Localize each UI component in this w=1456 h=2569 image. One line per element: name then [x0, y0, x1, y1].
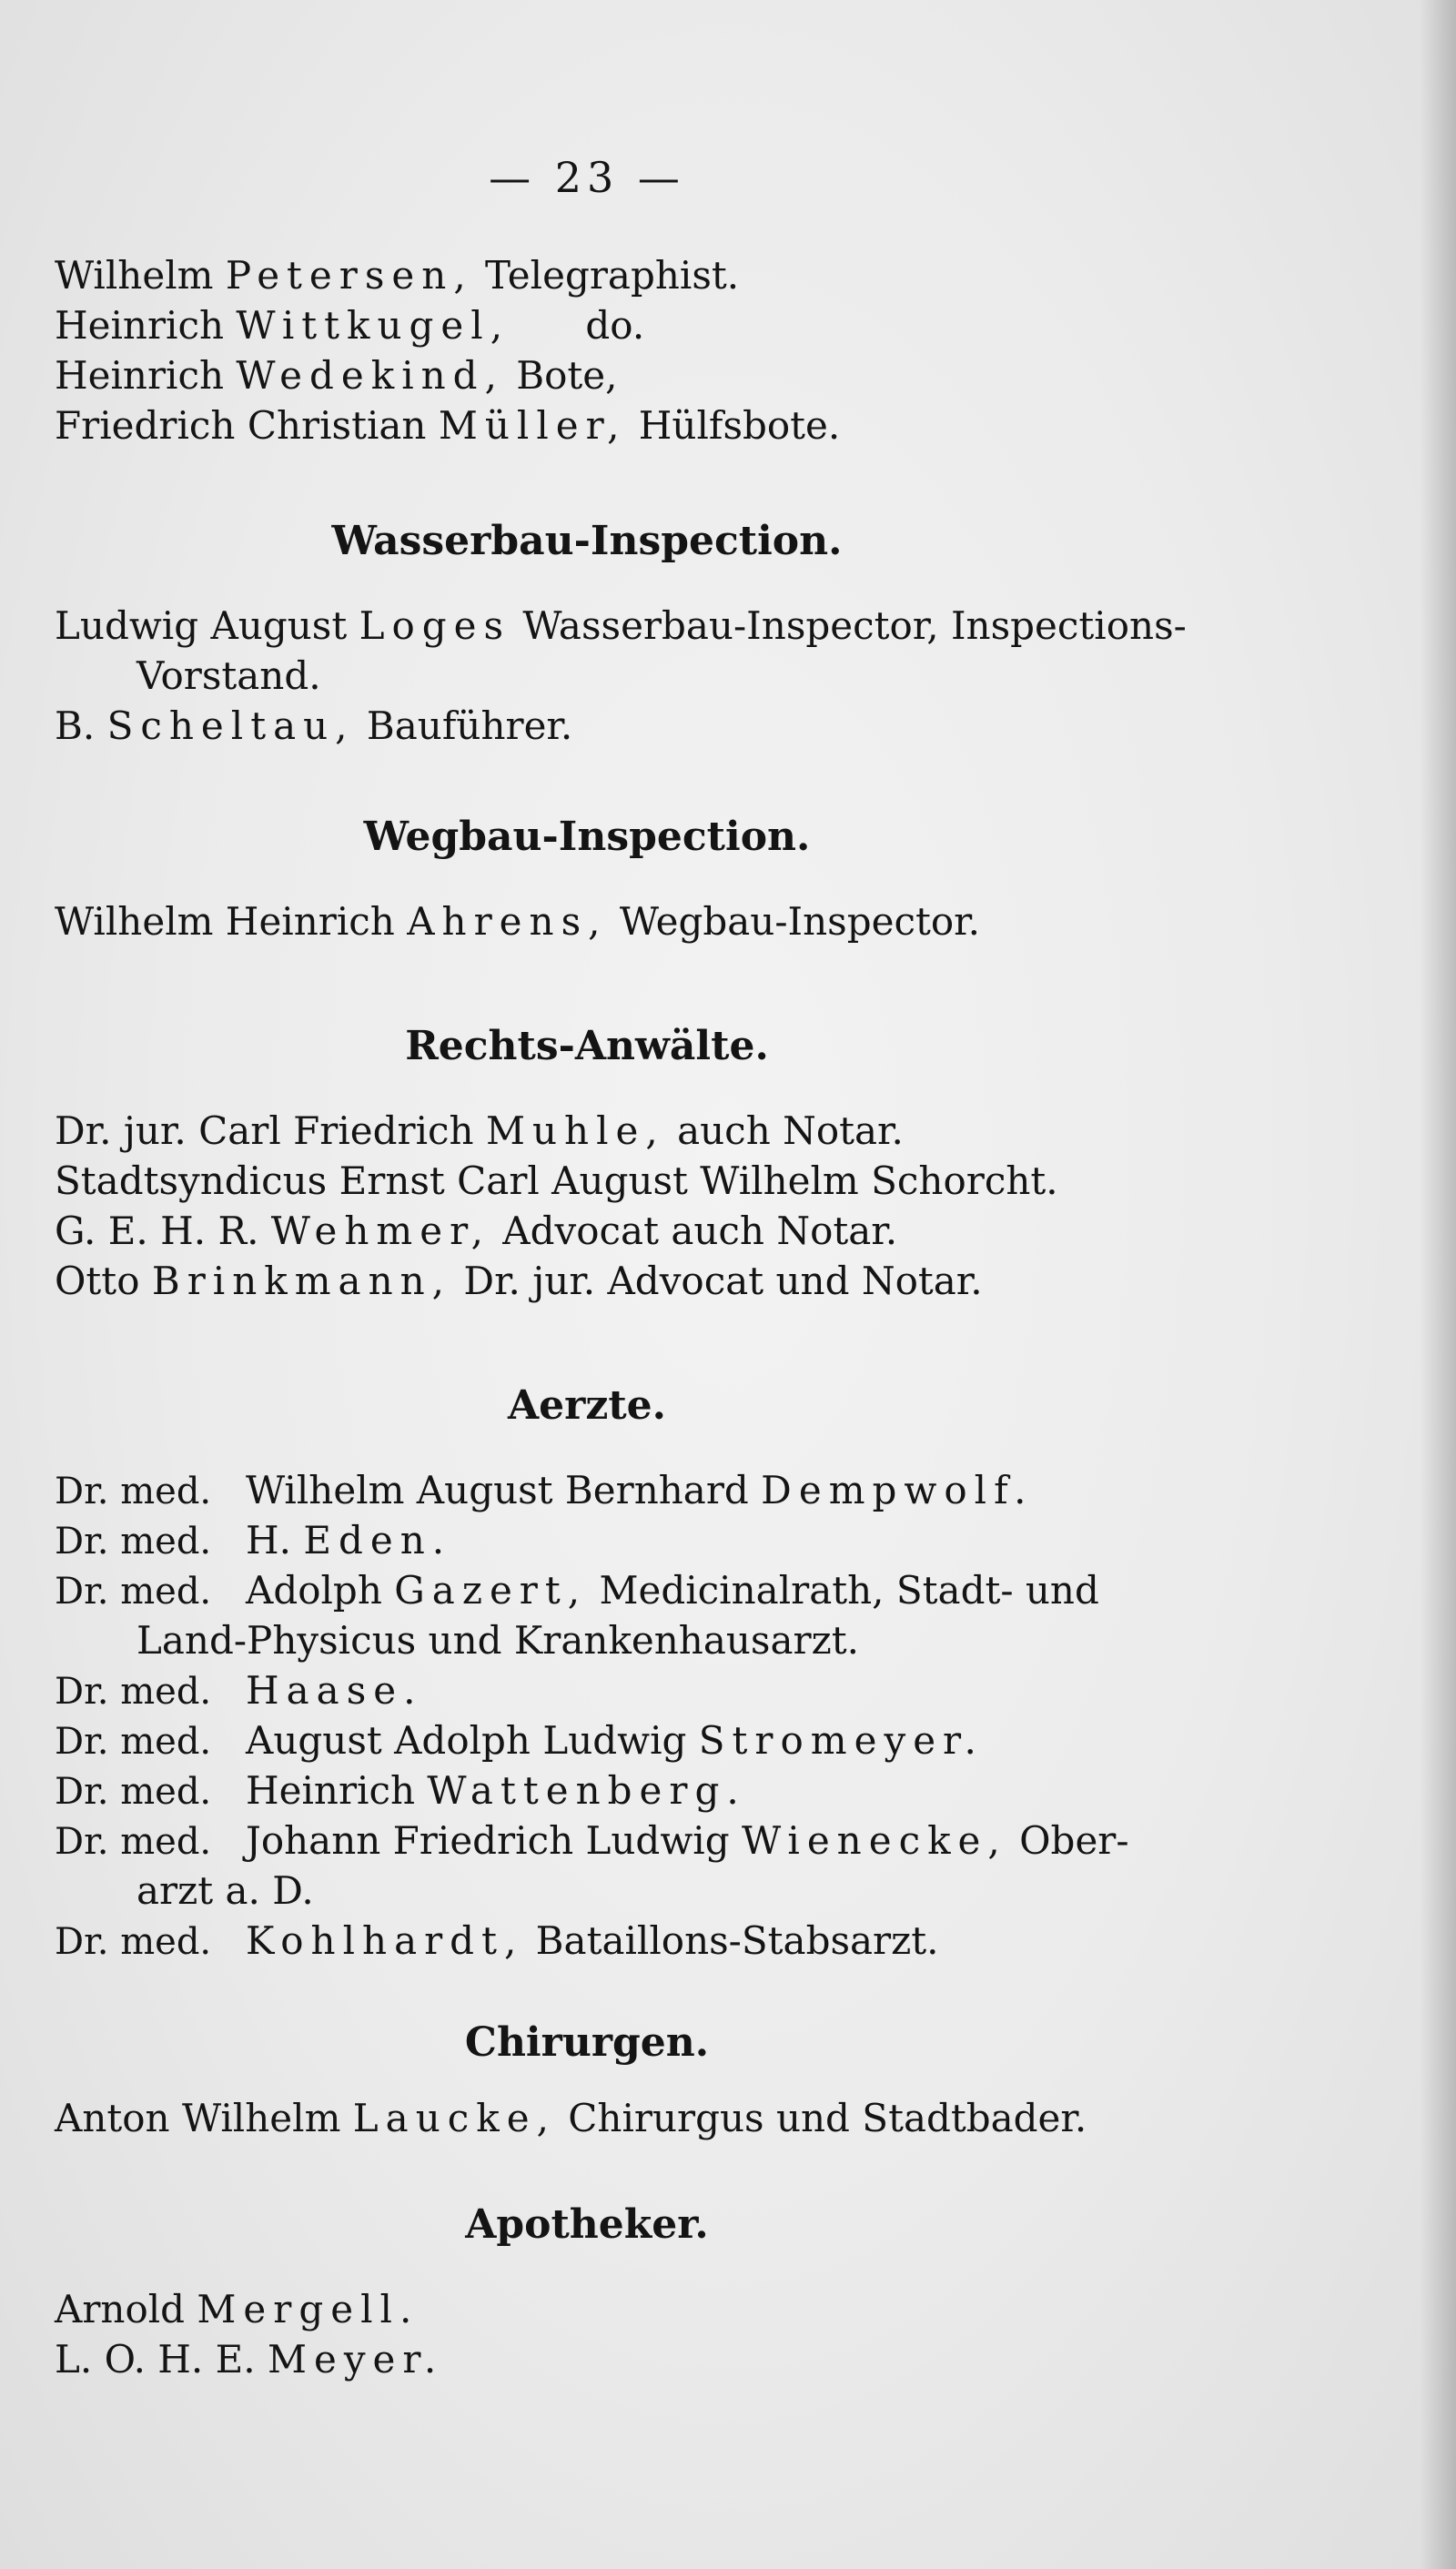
page-number: — 23 — — [489, 153, 685, 202]
entry-line-continued: arzt a. D. — [136, 1868, 314, 1913]
entry-line: Dr. med. Kohlhardt, Bataillons-Stabsarzt. — [55, 1918, 939, 1963]
section-heading-wegbau: Wegbau-Inspection. — [363, 814, 811, 860]
entry-line: Heinrich Wittkugel, do. — [55, 303, 645, 348]
entry-line: Ludwig August Loges Wasserbau-Inspector, Inspections- — [55, 603, 1187, 648]
entry-line: Dr. jur. Carl Friedrich Muhle, auch Notar. — [55, 1108, 904, 1153]
entry-line: Dr. med. August Adolph Ludwig Stromeyer. — [55, 1718, 984, 1763]
entry-line: Heinrich Wedekind, Bote, — [55, 353, 618, 398]
section-heading-wasserbau: Wasserbau-Inspection. — [331, 518, 843, 564]
entry-line-continued: Land-Physicus und Krankenhausarzt. — [136, 1618, 859, 1663]
entry-line-continued: Vorstand. — [136, 653, 321, 698]
entry-line: Arnold Mergell. — [55, 2287, 420, 2331]
entry-line: Anton Wilhelm Laucke, Chirurgus und Stadtbader. — [55, 2096, 1087, 2140]
entry-line: Otto Brinkmann, Dr. jur. Advocat und Notar. — [55, 1259, 983, 1303]
entry-line: G. E. H. R. Wehmer, Advocat auch Notar. — [55, 1209, 898, 1253]
entry-line: Dr. med. Wilhelm August Bernhard Dempwolf. — [55, 1468, 1034, 1512]
entry-line: Dr. med. Haase. — [55, 1668, 423, 1713]
entry-line: B. Scheltau, Bauführer. — [55, 703, 573, 748]
entry-line: Dr. med. Adolph Gazert, Medicinalrath, Stadt- und — [55, 1568, 1099, 1613]
entry-line: L. O. H. E. Meyer. — [55, 2337, 444, 2382]
entry-line: Dr. med. H. Eden. — [55, 1518, 452, 1563]
section-heading-rechts-anwaelte: Rechts-Anwälte. — [405, 1023, 769, 1069]
entry-line: Stadtsyndicus Ernst Carl August Wilhelm Schorcht. — [55, 1158, 1058, 1203]
entry-line: Wilhelm Heinrich Ahrens, Wegbau-Inspector. — [55, 899, 980, 944]
section-heading-chirurgen: Chirurgen. — [464, 2019, 710, 2066]
section-heading-aerzte: Aerzte. — [508, 1382, 666, 1429]
entry-line: Wilhelm Petersen, Telegraphist. — [55, 253, 740, 298]
entry-line: Dr. med. Johann Friedrich Ludwig Wienecke, Ober- — [55, 1818, 1129, 1863]
entry-line: Dr. med. Heinrich Wattenberg. — [55, 1768, 746, 1813]
section-heading-apotheker: Apotheker. — [465, 2201, 709, 2248]
page-edge-shadow — [1420, 0, 1456, 2569]
entry-line: Friedrich Christian Müller, Hülfsbote. — [55, 403, 841, 448]
